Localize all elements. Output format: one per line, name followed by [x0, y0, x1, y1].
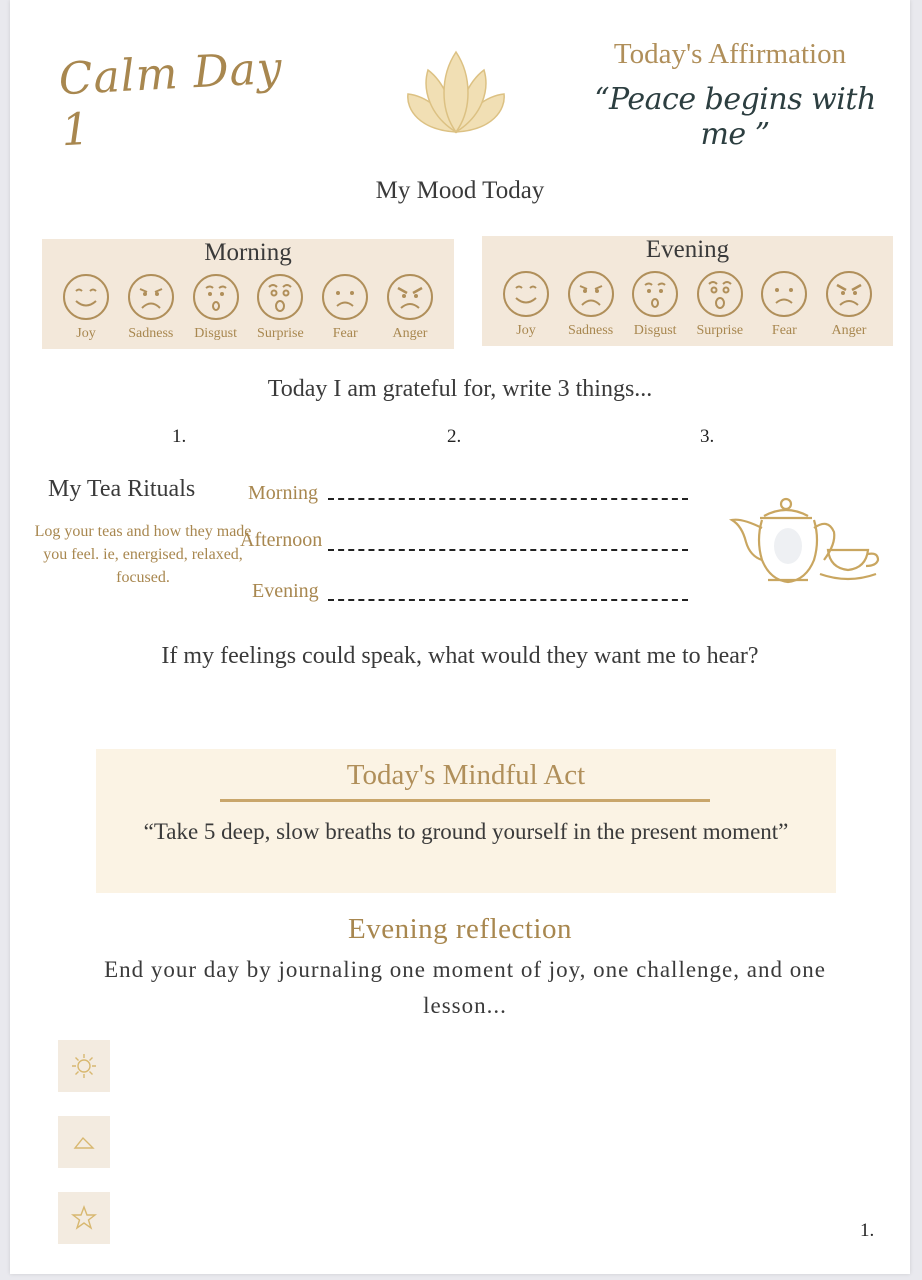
- mood-label: Sadness: [128, 326, 174, 341]
- mood-label: Fear: [771, 323, 797, 338]
- anger-face-icon: [825, 270, 873, 318]
- tea-slot-morning-line[interactable]: [328, 498, 688, 500]
- reflection-lesson-box[interactable]: [58, 1192, 110, 1244]
- mood-label: Fear: [332, 326, 358, 341]
- anger-face-icon: [386, 273, 434, 321]
- grateful-prompt: Today I am grateful for, write 3 things...: [267, 376, 653, 402]
- mood-label: Anger: [831, 323, 867, 338]
- mindful-divider: [220, 799, 710, 802]
- morning-mood-box: [42, 239, 454, 349]
- mood-face-anger[interactable]: [380, 273, 440, 342]
- reflection-challenge-box[interactable]: [58, 1116, 110, 1168]
- affirmation-title: Today's Affirmation: [613, 38, 847, 70]
- mood-face-fear[interactable]: [315, 273, 375, 342]
- affirmation-quote: “Peace begins with me ”: [594, 82, 876, 152]
- mood-label: Surprise: [257, 326, 304, 341]
- mood-face-surprise[interactable]: [690, 270, 750, 339]
- evening-mood-title: Evening: [645, 236, 730, 263]
- teapot-icon: [722, 494, 884, 586]
- evening-reflection-title: Evening reflection: [348, 913, 572, 945]
- mountain-icon: [69, 1127, 99, 1157]
- sadness-face-icon: [127, 273, 175, 321]
- mood-face-joy[interactable]: [496, 270, 556, 339]
- journal-page: [10, 0, 910, 1274]
- mood-face-joy[interactable]: [56, 273, 116, 342]
- reflection-joy-box[interactable]: [58, 1040, 110, 1092]
- mood-label: Sadness: [568, 323, 614, 338]
- mood-face-anger[interactable]: [819, 270, 879, 339]
- tea-slot-afternoon-label: Afternoon: [240, 529, 323, 551]
- tea-slot-evening-label: Evening: [252, 580, 319, 602]
- grateful-item-3[interactable]: 3.: [700, 426, 715, 447]
- joy-face-icon: [62, 273, 110, 321]
- joy-face-icon: [502, 270, 550, 318]
- morning-mood-title: Morning: [204, 239, 292, 266]
- mood-label: Joy: [76, 326, 96, 341]
- disgust-face-icon: [631, 270, 679, 318]
- feelings-prompt: If my feelings could speak, what would they want me to hear?: [161, 643, 759, 669]
- mood-face-fear[interactable]: [754, 270, 814, 339]
- mood-heading: My Mood Today: [375, 177, 545, 204]
- tea-rituals-title: My Tea Rituals: [48, 476, 196, 502]
- mindful-act-title: Today's Mindful Act: [346, 759, 586, 791]
- mood-label: Disgust: [633, 323, 677, 338]
- mood-label: Disgust: [194, 326, 237, 341]
- evening-mood-box: [482, 236, 893, 346]
- fear-face-icon: [760, 270, 808, 318]
- mood-face-disgust[interactable]: [186, 273, 246, 342]
- mood-label: Surprise: [696, 323, 744, 338]
- tea-rituals-subtitle: Log your teas and how they made you feel. ie, energised, relaxed, focused.: [34, 523, 252, 586]
- surprise-face-icon: [256, 273, 304, 321]
- page-title: Calm Day 1: [57, 42, 284, 157]
- mood-face-disgust[interactable]: [625, 270, 685, 339]
- star-icon: [69, 1203, 99, 1233]
- grateful-item-2[interactable]: 2.: [447, 426, 462, 447]
- mood-label: Joy: [516, 323, 536, 338]
- tea-slot-morning-label: Morning: [248, 482, 318, 504]
- page-number: 1.: [860, 1220, 875, 1241]
- sun-icon: [69, 1051, 99, 1081]
- evening-reflection-text: End your day by journaling one moment of joy, one challenge, and one lesson...: [104, 957, 826, 1018]
- mood-face-surprise[interactable]: [250, 273, 310, 342]
- lotus-icon: [400, 46, 512, 136]
- tea-slot-evening-line[interactable]: [328, 599, 688, 601]
- tea-slot-afternoon-line[interactable]: [328, 549, 688, 551]
- disgust-face-icon: [192, 273, 240, 321]
- mood-face-sadness[interactable]: [121, 273, 181, 342]
- grateful-item-1[interactable]: 1.: [172, 426, 187, 447]
- mood-label: Anger: [392, 326, 428, 341]
- mindful-act-quote: “Take 5 deep, slow breaths to ground yourself in the present moment”: [143, 819, 789, 844]
- sadness-face-icon: [567, 270, 615, 318]
- mood-face-sadness[interactable]: [561, 270, 621, 339]
- surprise-face-icon: [696, 270, 744, 318]
- fear-face-icon: [321, 273, 369, 321]
- mindful-act-box: [96, 749, 836, 893]
